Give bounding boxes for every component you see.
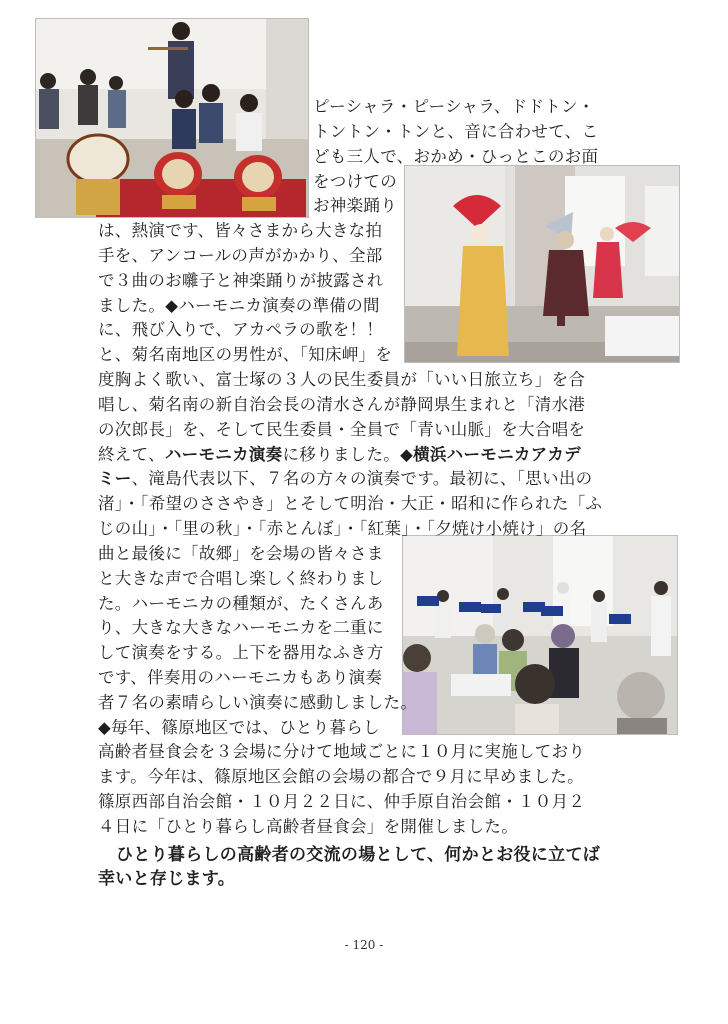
text-line <box>98 467 592 491</box>
photo-children-taiko <box>35 18 309 218</box>
text-line: と、菊名南地区の男性が、「知床岬」を <box>98 345 393 364</box>
text-line: ピーシャラ・ピーシャラ、ドドトン・ <box>313 97 595 116</box>
text-line: 篠原西部自治会館・１０月２２日に、仲手原自治会館・１０月２ <box>98 792 586 811</box>
emphasis-harmonica: ハーモニカ演奏 <box>164 445 283 464</box>
text-line: ４日に「ひとり暮らし高齢者昼食会」を開催しました。 <box>98 817 518 836</box>
text-line: り、大きな大きなハーモニカを二重に <box>98 618 384 637</box>
text-line: は、熱演です、皆々さまから大きな拍 <box>98 221 383 240</box>
text-line: お神楽踊り <box>313 196 397 215</box>
text-line: 高齢者昼食会を３会場に分けて地域ごとに１０月に実施しており <box>98 742 586 761</box>
text-line: トントン・トンと、音に合わせて、こ <box>313 122 599 141</box>
text-segment: 終えて、 <box>98 445 165 464</box>
photo-harmonica-ensemble <box>402 535 678 735</box>
text-line: ます。今年は、篠原地区会館の会場の都合で９月に早めました。 <box>98 767 584 786</box>
text-line: です、伴奏用のハーモニカもあり演奏 <box>98 668 383 687</box>
text-line: 度胸よく歌い、富士塚の３人の民生委員が「いい日旅立ち」を合 <box>98 370 586 389</box>
text-line: 渚」・「希望のささやき」とそして明治・大正・昭和に作られた「ふ <box>98 494 603 513</box>
text-line: 曲と最後に「故郷」を会場の皆々さま <box>98 544 384 563</box>
text-line: の次郎長」を、そして民生委員・全員で「青い山脈」を大合唱を <box>98 420 586 439</box>
text-segment: に移りました。 <box>282 445 401 464</box>
text-line: して演奏をする。上下を器用なふき方 <box>98 643 384 662</box>
photo-kagura-dancers <box>404 165 680 363</box>
text-line: ました。◆ハーモニカ演奏の準備の間 <box>98 296 380 315</box>
text-line: 者７名の素晴らしい演奏に感動しました。 <box>98 693 418 712</box>
text-line: た。ハーモニカの種類が、たくさんあ <box>98 594 384 613</box>
text-line: 手を、アンコールの声がかかり、全部 <box>98 246 383 265</box>
text-segment: 、滝島代表以下、７名の方々の演奏です。最初に、「思い出の <box>131 469 593 488</box>
emphasis-academy-end: ミー <box>98 469 132 488</box>
text-line: じの山」・「里の秋」・「赤とんぼ」・「紅葉」・「夕焼け小焼け」の名 <box>98 519 587 538</box>
text-line: と大きな声で合唱し楽しく終わりまし <box>98 569 384 588</box>
text-line <box>98 443 581 467</box>
page-number: - 120 - <box>344 938 384 952</box>
text-line: に、飛び入りで、アカペラの歌を！！ <box>98 320 384 339</box>
text-line: をつけての <box>313 172 397 191</box>
text-line: ども三人で、おかめ・ひっとこのお面 <box>313 147 599 166</box>
closing-line: 幸いと存じます。 <box>98 869 236 889</box>
closing-line: ひとり暮らしの高齢者の交流の場として、何かとお役に立てば <box>116 845 601 865</box>
text-line: 唱し、菊名南の新自治会長の清水さんが静岡県生まれと「清水港 <box>98 395 586 414</box>
text-line: で３曲のお囃子と神楽踊りが披露され <box>98 271 384 290</box>
emphasis-academy: ◆横浜ハーモニカアカデ <box>400 445 581 464</box>
text-line: ◆毎年、篠原地区では、ひとり暮らし <box>98 718 380 737</box>
